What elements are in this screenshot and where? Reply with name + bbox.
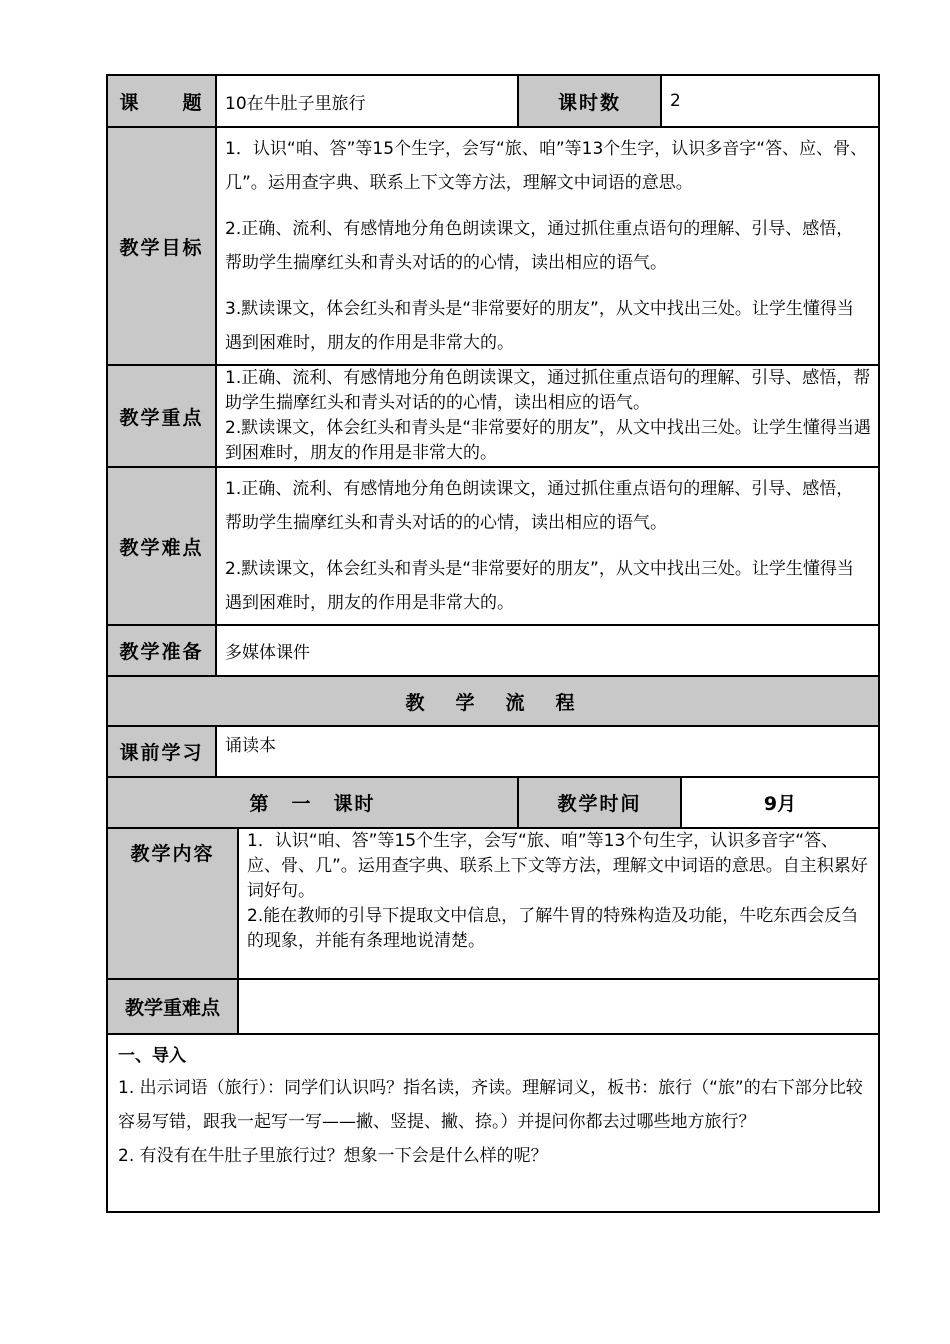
lesson-plan-page: [106, 74, 878, 1213]
topic-value: 10在牛肚子里旅行: [216, 75, 518, 127]
intro-row: [107, 1034, 879, 1212]
intro-content: [107, 1034, 879, 1212]
intro-item-2: 2. 有没有在牛肚子里旅行过？想象一下会是什么样的呢？: [118, 1146, 548, 1166]
key-point-item-2: 2.默读课文，体会红头和青头是“非常要好的朋友”，从文中找出三处。让学生懂得当遇到困难时，朋友的作用是非常大的。: [225, 418, 871, 463]
difficulties-row: [107, 467, 879, 625]
hours-value: 2: [661, 75, 879, 127]
content-label: 教学内容: [107, 828, 238, 979]
key-points-content: [216, 365, 879, 467]
goal-item-2: 2.正确、流利、有感情地分角色朗读课文，通过抓住重点语句的理解、引导、感悟，帮助学生揣摩红头和青头对话的的心情，读出相应的语气。: [225, 219, 854, 273]
flow-title-row: [107, 676, 879, 726]
difficulty-item-2: 2.默读课文，体会红头和青头是“非常要好的朋友”，从文中找出三处。让学生懂得当遇到困难时，朋友的作用是非常大的。: [225, 559, 854, 613]
content-text: [238, 828, 879, 979]
pre-study-row: [107, 726, 879, 777]
key-difficult-row: [107, 979, 879, 1034]
goal-item-3: 3.默读课文，体会红头和青头是“非常要好的朋友”，从文中找出三处。让学生懂得当遇到困难时，朋友的作用是非常大的。: [225, 299, 854, 353]
goals-row: [107, 127, 879, 365]
lesson-label: 第 一 课时: [107, 777, 518, 828]
intro-item-1: 1. 出示词语（旅行）：同学们认识吗？指名读，齐读。理解词义，板书：旅行（“旅”的右下部分比较容易写错，跟我一起写一写——撇、竖提、撇、捺。）并提问你都去过哪些地方旅行？: [118, 1078, 863, 1132]
topic-row: [107, 75, 879, 127]
content-item-2: 2.能在教师的引导下提取文中信息，了解牛胃的特殊构造及功能，牛吃东西会反刍的现象，并能有条理地说清楚。: [247, 906, 859, 951]
key-difficult-label: 教学重难点: [107, 979, 238, 1034]
lesson-plan-table: [106, 74, 880, 1213]
difficulties-content: [216, 467, 879, 625]
key-points-row: [107, 365, 879, 467]
preparation-label: 教学准备: [107, 625, 216, 676]
goals-label: 教学目标: [107, 127, 216, 365]
pre-study-value: 诵读本: [216, 726, 879, 777]
key-difficult-value: [238, 979, 879, 1034]
goal-item-1: 1．认识“咱、答”等15个生字，会写“旅、咱”等13个生字，认识多音字“答、应、骨、几”。运用查字典、联系上下文等方法，理解文中词语的意思。: [225, 139, 868, 193]
hours-label: 课时数: [518, 75, 661, 127]
goals-content: [216, 127, 879, 365]
intro-heading: 一、导入: [118, 1046, 186, 1066]
flow-title: 教 学 流 程: [107, 676, 879, 726]
time-value: 9月: [681, 777, 879, 828]
lesson-row: [107, 777, 879, 828]
content-item-1: 1．认识“咱、答”等15个生字，会写“旅、咱”等13个句生字，认识多音字“答、应、骨、几”。运用查字典、联系上下文等方法，理解文中词语的意思。自主积累好词好句。: [247, 831, 868, 901]
topic-label: 课 题: [107, 75, 216, 127]
time-label: 教学时间: [518, 777, 681, 828]
content-row: [107, 828, 879, 979]
preparation-row: [107, 625, 879, 676]
difficulty-item-1: 1.正确、流利、有感情地分角色朗读课文，通过抓住重点语句的理解、引导、感悟，帮助学生揣摩红头和青头对话的的心情，读出相应的语气。: [225, 479, 854, 533]
pre-study-label: 课前学习: [107, 726, 216, 777]
difficulties-label: 教学难点: [107, 467, 216, 625]
key-points-label: 教学重点: [107, 365, 216, 467]
preparation-value: 多媒体课件: [216, 625, 879, 676]
key-point-item-1: 1.正确、流利、有感情地分角色朗读课文，通过抓住重点语句的理解、引导、感悟，帮助学生揣摩红头和青头对话的的心情，读出相应的语气。: [225, 368, 871, 413]
